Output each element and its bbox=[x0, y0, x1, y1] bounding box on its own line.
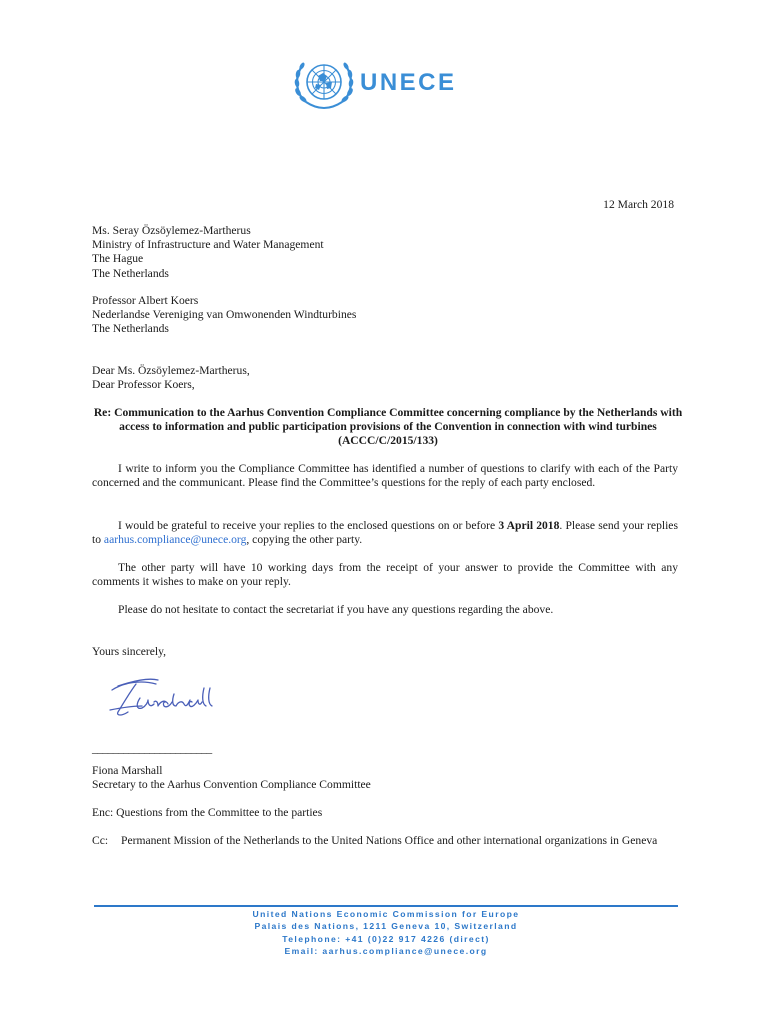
address-line: The Netherlands bbox=[92, 322, 169, 336]
footer-line: Telephone: +41 (0)22 917 4226 (direct) bbox=[282, 933, 490, 944]
body-paragraph-2 bbox=[92, 519, 678, 547]
address-line: The Netherlands bbox=[92, 266, 169, 280]
cc-label: Cc: bbox=[92, 834, 109, 847]
address-line: Ms. Seray Özsöylemez-Martherus bbox=[92, 224, 251, 237]
subject-heading: Re: Communication to the Aarhus Convention Compliance Committee concerning compliance by the Netherlands with access to information and public participation provisions of the Convention in connection with wind turbines (ACCC/C/2015/133) bbox=[93, 406, 683, 448]
recipient-address-2 bbox=[92, 294, 682, 337]
footer-line: United Nations Economic Commission for Europe bbox=[252, 909, 520, 919]
unece-logo bbox=[292, 54, 457, 116]
signature-line: _______________________ bbox=[92, 742, 212, 755]
enclosure-note: Enc: Questions from the Committee to the parties bbox=[92, 806, 323, 819]
body-paragraph-1: I write to inform you the Compliance Committee has identified a number of questions to clarify with each of the Party concerned and the communicant. Please find the Committee’s questions for the reply of each party enclosed. bbox=[92, 462, 678, 490]
logo-text: UNECE bbox=[360, 69, 457, 97]
deadline-date: 3 April 2018 bbox=[498, 519, 560, 532]
footer-line: Palais des Nations, 1211 Geneva 10, Switzerland bbox=[254, 921, 518, 932]
address-line: Professor Albert Koers bbox=[92, 294, 199, 307]
signatory-block bbox=[92, 764, 682, 792]
footer-email[interactable]: Email: aarhus.compliance@unece.org bbox=[284, 946, 488, 957]
address-line: The Hague bbox=[92, 252, 144, 266]
recipient-address-1 bbox=[92, 224, 682, 281]
signatory-name: Fiona Marshall bbox=[92, 764, 163, 777]
footer bbox=[94, 908, 678, 958]
cc-note bbox=[92, 834, 682, 848]
email-link[interactable]: aarhus.compliance@unece.org bbox=[103, 533, 247, 547]
un-emblem-icon bbox=[292, 54, 356, 116]
paragraph-text: I would be grateful to receive your replies to the enclosed questions on or before bbox=[118, 519, 499, 532]
paragraph-text: , copying the other party. bbox=[246, 533, 363, 547]
address-line: Ministry of Infrastructure and Water Management bbox=[92, 238, 324, 252]
body-paragraph-4: Please do not hesitate to contact the secretariat if you have any questions regarding the above. bbox=[118, 603, 554, 616]
closing: Yours sincerely, bbox=[92, 645, 167, 658]
salutation-line: Dear Professor Koers, bbox=[92, 378, 195, 392]
paragraph-text: . Please send your replies to bbox=[92, 519, 678, 547]
handwritten-signature bbox=[106, 672, 218, 726]
salutation-line: Dear Ms. Özsöylemez-Martherus, bbox=[92, 364, 250, 377]
letter-date: 12 March 2018 bbox=[603, 198, 674, 211]
footer-divider bbox=[94, 905, 678, 907]
body-paragraph-3: The other party will have 10 working days from the receipt of your answer to provide the Committee with any comments it wishes to make on your reply. bbox=[92, 561, 678, 589]
cc-text: Permanent Mission of the Netherlands to the United Nations Office and other international organizations in Geneva bbox=[121, 834, 658, 847]
signatory-title: Secretary to the Aarhus Convention Compliance Committee bbox=[92, 778, 371, 792]
salutation bbox=[92, 364, 682, 392]
address-line: Nederlandse Vereniging van Omwonenden Windturbines bbox=[92, 308, 357, 322]
